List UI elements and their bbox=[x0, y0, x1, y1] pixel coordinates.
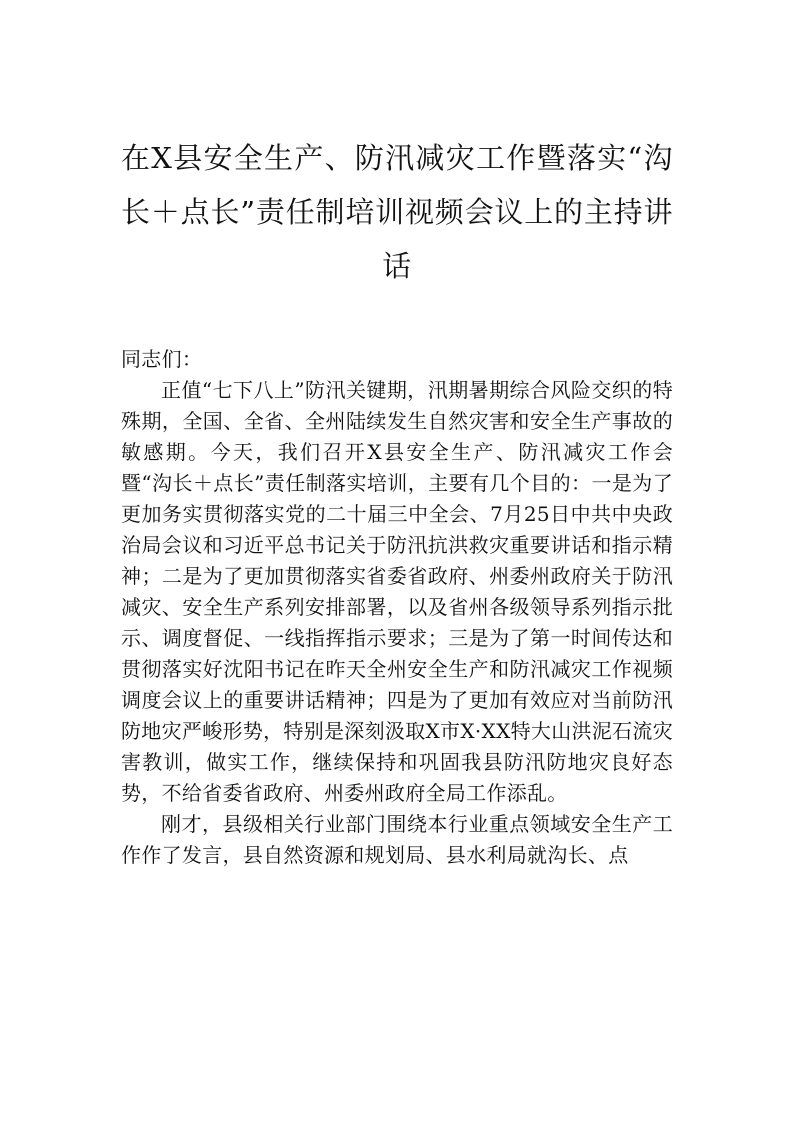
document-title: 在X县安全生产、防汛减灾工作暨落实“沟长＋点长”责任制培训视频会议上的主持讲话 bbox=[121, 141, 673, 283]
paragraph: 刚才，县级相关行业部门围绕本行业重点领域安全生产工作作了发言，县自然资源和规划局、县水利局就沟长、点 bbox=[121, 812, 673, 867]
document-body bbox=[121, 344, 673, 871]
paragraph: 正值“七下八上”防汛关键期，汛期暑期综合风险交织的特殊期，全国、全省、全州陆续发生自然灾害和安全生产事故的敏感期。今天，我们召开X县安全生产、防汛减灾工作会暨“沟长＋点长”责任制落实培训，主要有几个目的：一是为了更加务实贯彻落实党的二十届三中全会、7月25日中共中央政治局会议和习近平总书记关于防汛抗洪救灾重要讲话和指示精神；二是为了更加贯彻落实省委省政府、州委州政府关于防汛减灾、安全生产系列安排部署，以及省州各级领导系列指示批示、调度督促、一线指挥指示要求；三是为了第一时间传达和贯彻落实好沈阳书记在昨天全州安全生产和防汛减灾工作视频调度会议上的重要讲话精神；四是为了更加有效应对当前防汛防地灾严峻形势，特别是深刻汲取X市X·XX特大山洪泥石流灾害教训，做实工作，继续保持和巩固我县防汛防地灾良好态势，不给省委省政府、州委州政府全局工作添乱。 bbox=[121, 378, 674, 805]
salutation: 同志们： bbox=[121, 347, 203, 371]
